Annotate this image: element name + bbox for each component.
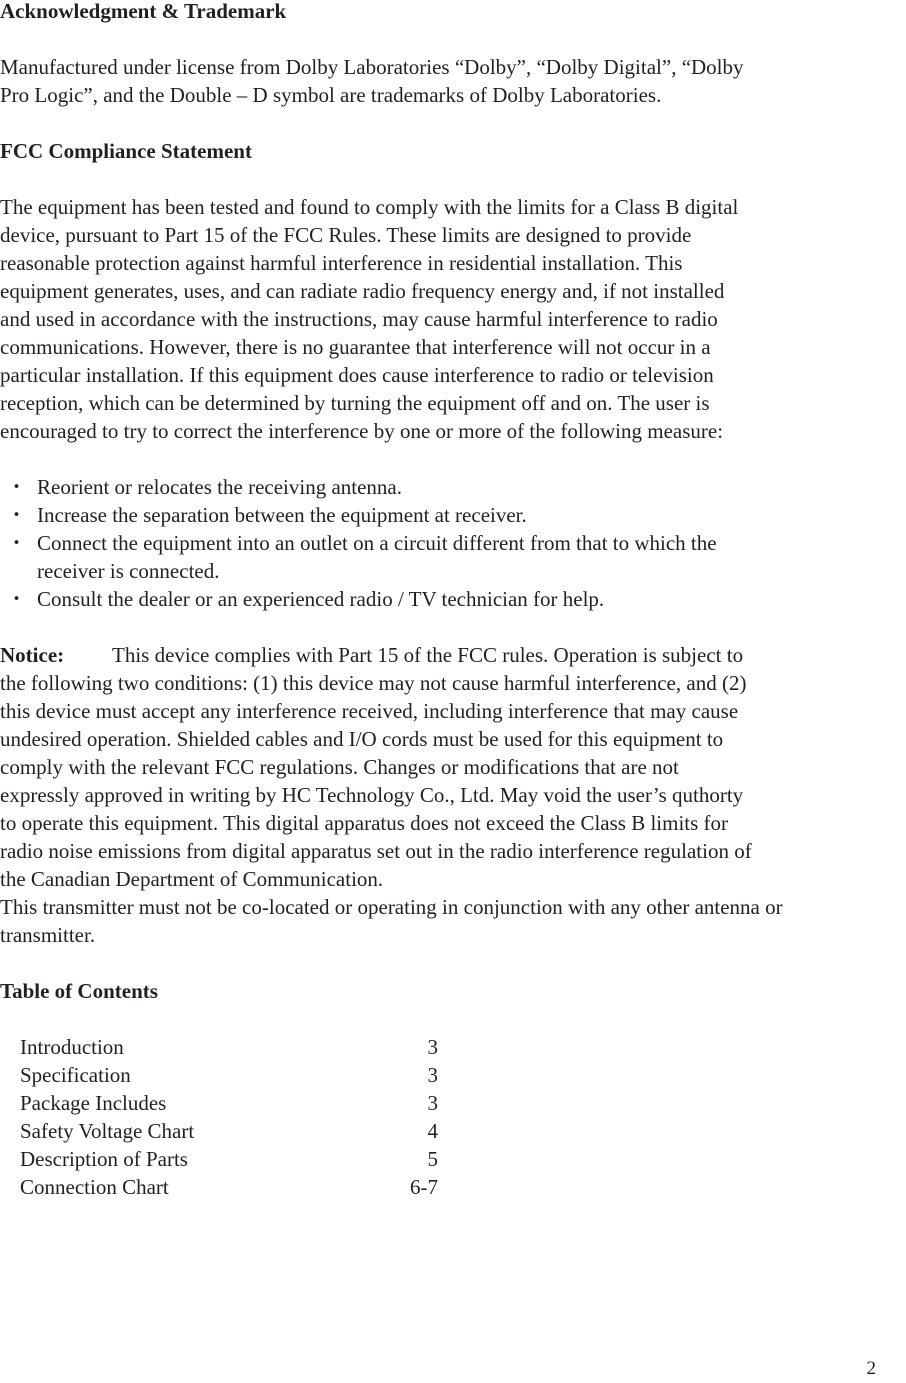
notice-line: comply with the relevant FCC regulations. Changes or modifications that are not	[0, 755, 679, 779]
bullet-item-continuation: receiver is connected.	[37, 559, 220, 583]
notice-first-line: This device complies with Part 15 of the FCC rules. Operation is subject to	[112, 643, 744, 667]
acknowledgment-line: Manufactured under license from Dolby Laboratories “Dolby”, “Dolby Digital”, “Dolby	[0, 55, 744, 79]
bullet-marker: ・	[6, 475, 27, 499]
page-number: 2	[866, 1358, 876, 1379]
toc-entry-page: 3	[427, 1035, 438, 1059]
fcc-paragraph-line: equipment generates, uses, and can radiate radio frequency energy and, if not installed	[0, 279, 725, 303]
toc-entry-page: 3	[427, 1063, 438, 1087]
toc-entry-page: 4	[427, 1119, 438, 1143]
acknowledgment-line: Pro Logic”, and the Double – D symbol are trademarks of Dolby Laboratories.	[0, 83, 662, 107]
fcc-paragraph-line: particular installation. If this equipment does cause interference to radio or television	[0, 363, 714, 387]
notice-line: undesired operation. Shielded cables and I/O cords must be used for this equipment to	[0, 727, 724, 751]
toc-entry-title: Package Includes	[20, 1091, 167, 1115]
bullet-item: Connect the equipment into an outlet on a circuit different from that to which the	[37, 531, 717, 555]
acknowledgment-heading: Acknowledgment & Trademark	[0, 0, 287, 23]
bullet-item: Consult the dealer or an experienced radio / TV technician for help.	[37, 587, 605, 611]
bullet-marker: ・	[6, 531, 27, 555]
bullet-item: Increase the separation between the equipment at receiver.	[37, 503, 527, 527]
toc-entry-page: 5	[427, 1147, 438, 1171]
toc-entry-page: 3	[427, 1091, 438, 1115]
bullet-marker: ・	[6, 587, 27, 611]
fcc-paragraph-line: and used in accordance with the instructions, may cause harmful interference to radio	[0, 307, 718, 331]
notice-line: This transmitter must not be co-located or operating in conjunction with any other antenna or	[0, 895, 783, 919]
toc-entry-page: 6-7	[410, 1175, 438, 1199]
notice-line: the following two conditions: (1) this device may not cause harmful interference, and (2)	[0, 671, 747, 695]
fcc-paragraph-line: communications. However, there is no guarantee that interference will not occur in a	[0, 335, 711, 359]
toc-entry-title: Specification	[20, 1063, 131, 1087]
fcc-paragraph-line: encouraged to try to correct the interference by one or more of the following measure:	[0, 419, 724, 443]
toc-entry-title: Introduction	[20, 1035, 124, 1059]
toc-entry-title: Connection Chart	[20, 1175, 169, 1199]
fcc-paragraph-line: device, pursuant to Part 15 of the FCC Rules. These limits are designed to provide	[0, 223, 692, 247]
fcc-heading: FCC Compliance Statement	[0, 139, 252, 163]
bullet-item: Reorient or relocates the receiving antenna.	[37, 475, 402, 499]
bullet-marker: ・	[6, 503, 27, 527]
toc-entry-title: Safety Voltage Chart	[20, 1119, 195, 1143]
fcc-paragraph-line: reasonable protection against harmful interference in residential installation. This	[0, 251, 683, 275]
notice-line: expressly approved in writing by HC Technology Co., Ltd. May void the user’s quthorty	[0, 783, 744, 807]
notice-line: the Canadian Department of Communication.	[0, 867, 384, 891]
notice-line: this device must accept any interference received, including interference that may cause	[0, 699, 739, 723]
toc-heading: Table of Contents	[0, 979, 158, 1003]
notice-label: Notice:	[0, 643, 65, 667]
toc-entry-title: Description of Parts	[20, 1147, 188, 1171]
notice-line: to operate this equipment. This digital apparatus does not exceed the Class B limits for	[0, 811, 729, 835]
fcc-paragraph-line: The equipment has been tested and found to comply with the limits for a Class B digital	[0, 195, 739, 219]
notice-line: radio noise emissions from digital apparatus set out in the radio interference regulation of	[0, 839, 752, 863]
notice-line: transmitter.	[0, 923, 96, 947]
fcc-paragraph-line: reception, which can be determined by turning the equipment off and on. The user is	[0, 391, 710, 415]
